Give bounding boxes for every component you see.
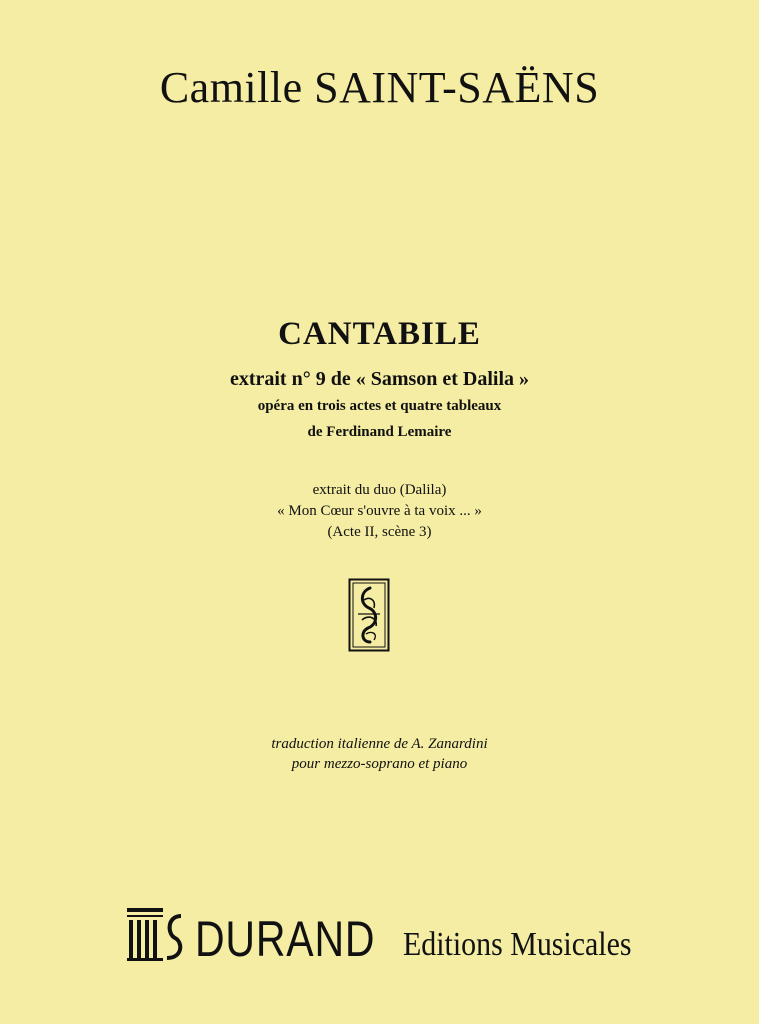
subtitle-opera: opéra en trois actes et quatre tableaux [257, 398, 502, 414]
duo-aria-title: « Mon Cœur s'ouvre à ta voix ... » [277, 503, 482, 519]
publisher-tagline: Editions Musicales [403, 926, 632, 963]
durand-pillars-logo-icon [127, 906, 185, 964]
composer-name: Camille SAINT-SAËNS [159, 63, 600, 112]
translation-credit: traduction italienne de A. Zanardini [271, 736, 488, 752]
subtitle-excerpt: extrait n° 9 de « Samson et Dalila » [229, 368, 530, 390]
work-title: CANTABILE [278, 316, 481, 352]
duo-act-scene: (Acte II, scène 3) [327, 524, 432, 540]
publisher-monogram-emblem-icon [348, 578, 390, 652]
subtitle-librettist: de Ferdinand Lemaire [307, 424, 452, 440]
voicing: pour mezzo-soprano et piano [291, 756, 468, 772]
duo-excerpt: extrait du duo (Dalila) [312, 482, 447, 498]
publisher-block [127, 900, 663, 967]
publisher-name: DURAND [195, 911, 376, 967]
